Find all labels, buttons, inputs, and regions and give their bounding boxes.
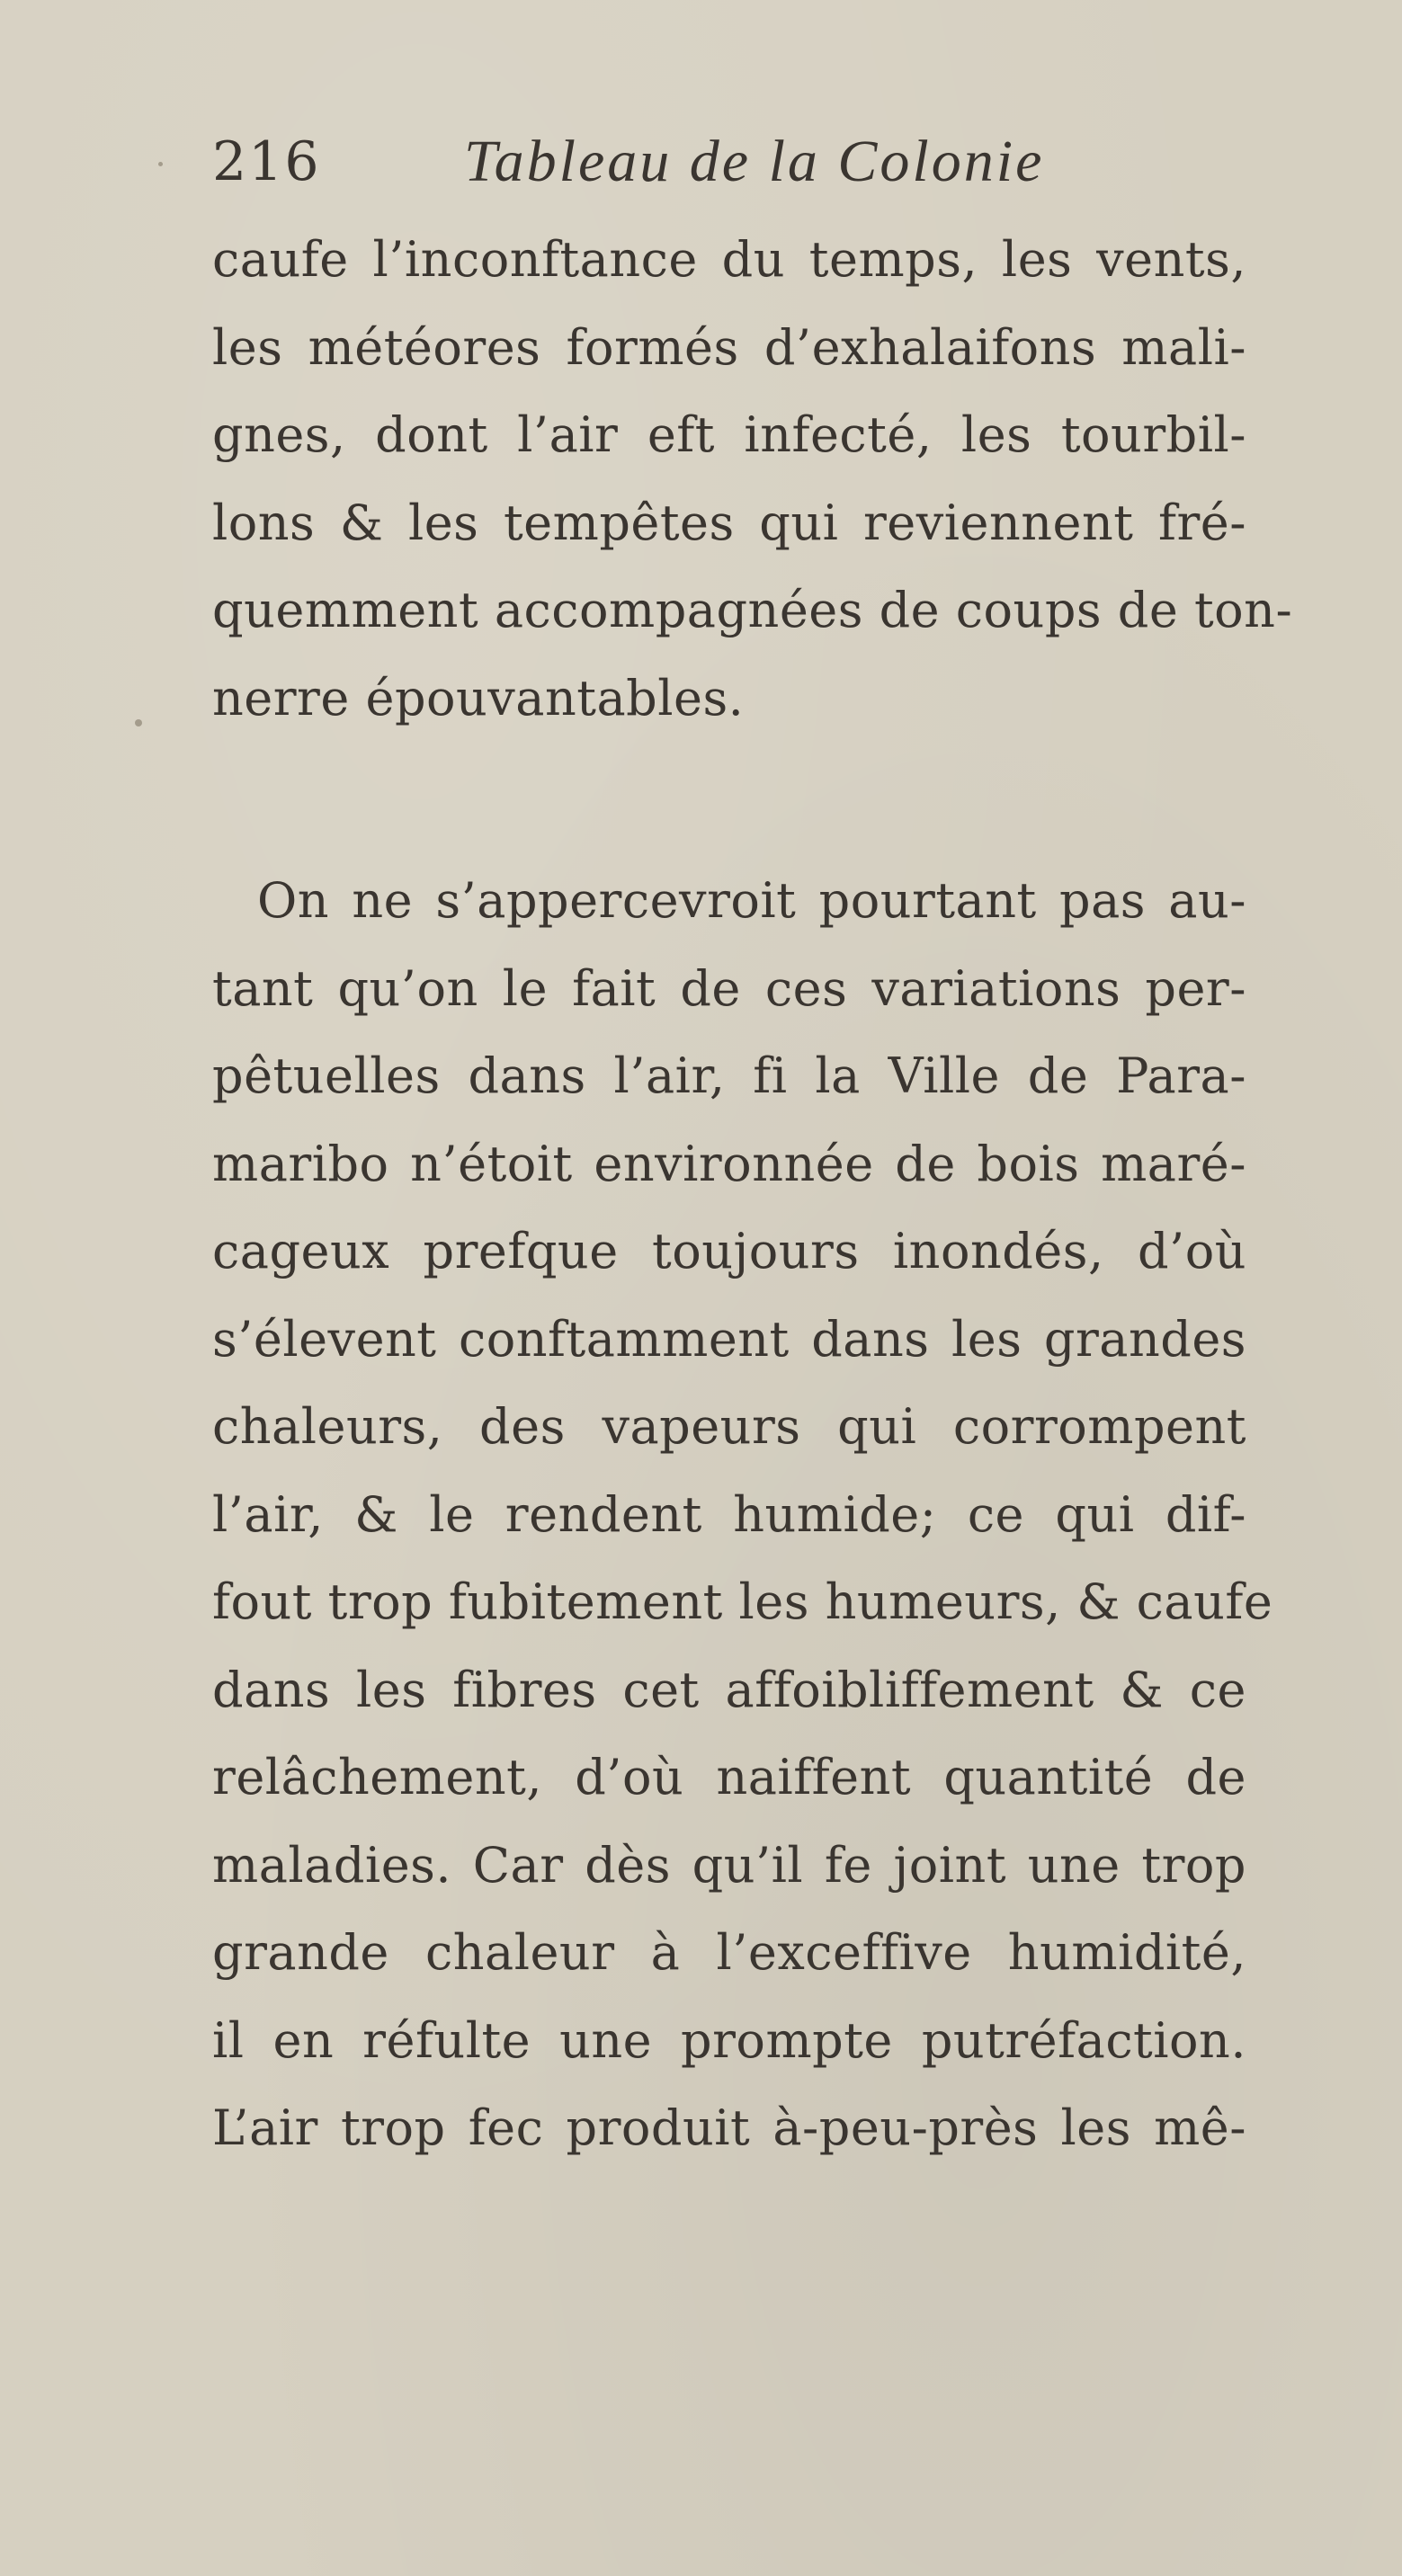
text-line: chaleurs, des vapeurs qui corrompent [212, 1398, 1246, 1455]
text-line: nerre épouvantables. [212, 669, 745, 726]
text-line: fout trop fubitement les humeurs, & caufe [212, 1573, 1273, 1630]
page-number: 216 [212, 130, 321, 193]
text-line: maribo n’étoit environnée de bois maré- [212, 1135, 1246, 1192]
paper-speck [135, 719, 142, 726]
text-line: dans les fibres cet affoibliffement & ce [212, 1661, 1246, 1718]
paper-speck [158, 162, 163, 166]
text-line: les météores formés d’exhalaifons mali- [212, 318, 1246, 376]
text-line: maladies. Car dès qu’il fe joint une trop [212, 1836, 1246, 1894]
text-line: s’élevent conftamment dans les grandes [212, 1310, 1246, 1368]
text-line: On ne s’appercevroit pourtant pas au- [257, 872, 1246, 929]
text-line: gnes, dont l’air eft infecté, les tourbil- [212, 406, 1246, 463]
body-text [212, 216, 1293, 2172]
text-line: cageux prefque toujours inondés, d’où [212, 1223, 1246, 1279]
text-line: pêtuelles dans l’air, fi la Ville de Para- [212, 1047, 1246, 1104]
paragraph-gap [212, 742, 1246, 857]
running-title: Tableau de la Colonie [464, 129, 1045, 194]
text-line: lons & les tempêtes qui reviennent fré- [212, 494, 1246, 551]
text-line: l’air, & le rendent humide; ce qui dif- [212, 1485, 1246, 1543]
text-line: quemment accompagnées de coups de ton- [212, 582, 1293, 638]
paragraph-1 [212, 216, 1293, 742]
text-line: grande chaleur à l’exceffive humidité, [212, 1924, 1246, 1981]
text-line: L’air trop fec produit à-peu-près les mê- [212, 2099, 1246, 2156]
text-line: caufe l’inconftance du temps, les vents, [212, 231, 1246, 288]
text-line: relâchement, d’où naiffent quantité de [212, 1749, 1246, 1805]
text-line: tant qu’on le fait de ces variations per- [212, 959, 1246, 1017]
paragraph-2 [212, 857, 1273, 2172]
text-line: il en réfulte une prompte putréfaction. [212, 2011, 1246, 2069]
running-head [212, 126, 1291, 198]
